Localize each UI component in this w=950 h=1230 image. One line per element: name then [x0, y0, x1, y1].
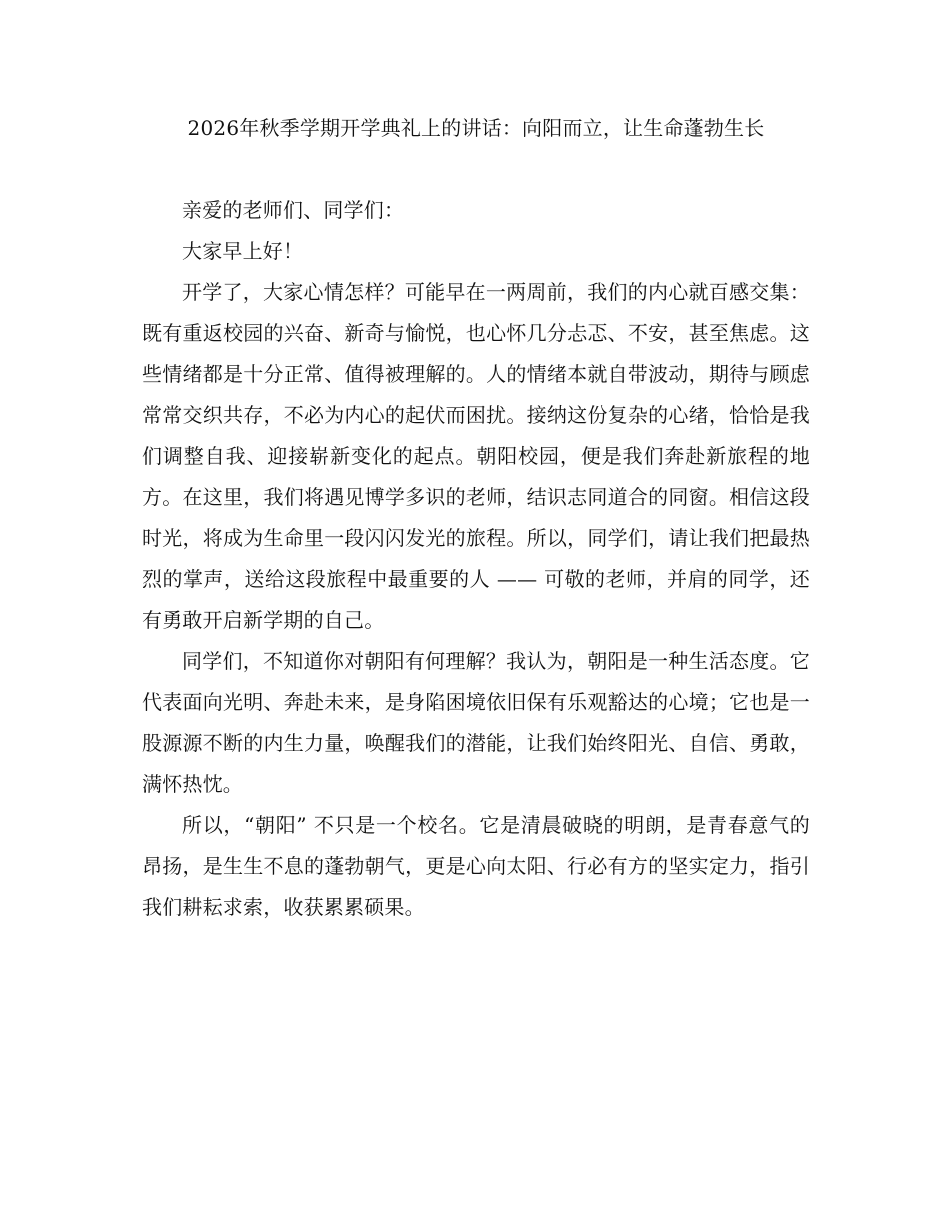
document-body — [142, 190, 810, 928]
greeting-paragraph: 大家早上好！ — [182, 239, 304, 263]
body-paragraph: 同学们，不知道你对朝阳有何理解？我认为，朝阳是一种生活态度。它代表面向光明、奔赴未来，是身陷困境依旧保有乐观豁达的心境；它也是一股源源不断的内生力量，唤醒我们的潜能，让我们始终阳光、自信、勇敢，满怀热忱。 — [142, 649, 810, 796]
document-title: 2026年秋季学期开学典礼上的讲话：向阳而立，让生命蓬勃生长 — [187, 116, 765, 140]
salutation-paragraph: 亲爱的老师们、同学们： — [182, 198, 405, 222]
body-paragraph: 所以，“朝阳” 不只是一个校名。它是清晨破晓的明朗，是青春意气的昂扬，是生生不息的蓬勃朝气，更是心向太阳、行必有方的坚实定力，指引我们耕耘求索，收获累累硕果。 — [142, 813, 810, 919]
body-paragraph: 开学了，大家心情怎样？可能早在一两周前，我们的内心就百感交集：既有重返校园的兴奋、新奇与愉悦，也心怀几分忐忑、不安，甚至焦虑。这些情绪都是十分正常、值得被理解的。人的情绪本就自带波动，期待与顾虑常常交织共存，不必为内心的起伏而困扰。接纳这份复杂的心绪，恰恰是我们调整自我、迎接崭新变化的起点。朝阳校园，便是我们奔赴新旅程的地方。在这里，我们将遇见博学多识的老师，结识志同道合的同窗。相信这段时光，将成为生命里一段闪闪发光的旅程。所以，同学们，请让我们把最热烈的掌声，送给这段旅程中最重要的人 —— 可敬的老师，并肩的同学，还有勇敢开启新学期的自己。 — [142, 280, 810, 632]
